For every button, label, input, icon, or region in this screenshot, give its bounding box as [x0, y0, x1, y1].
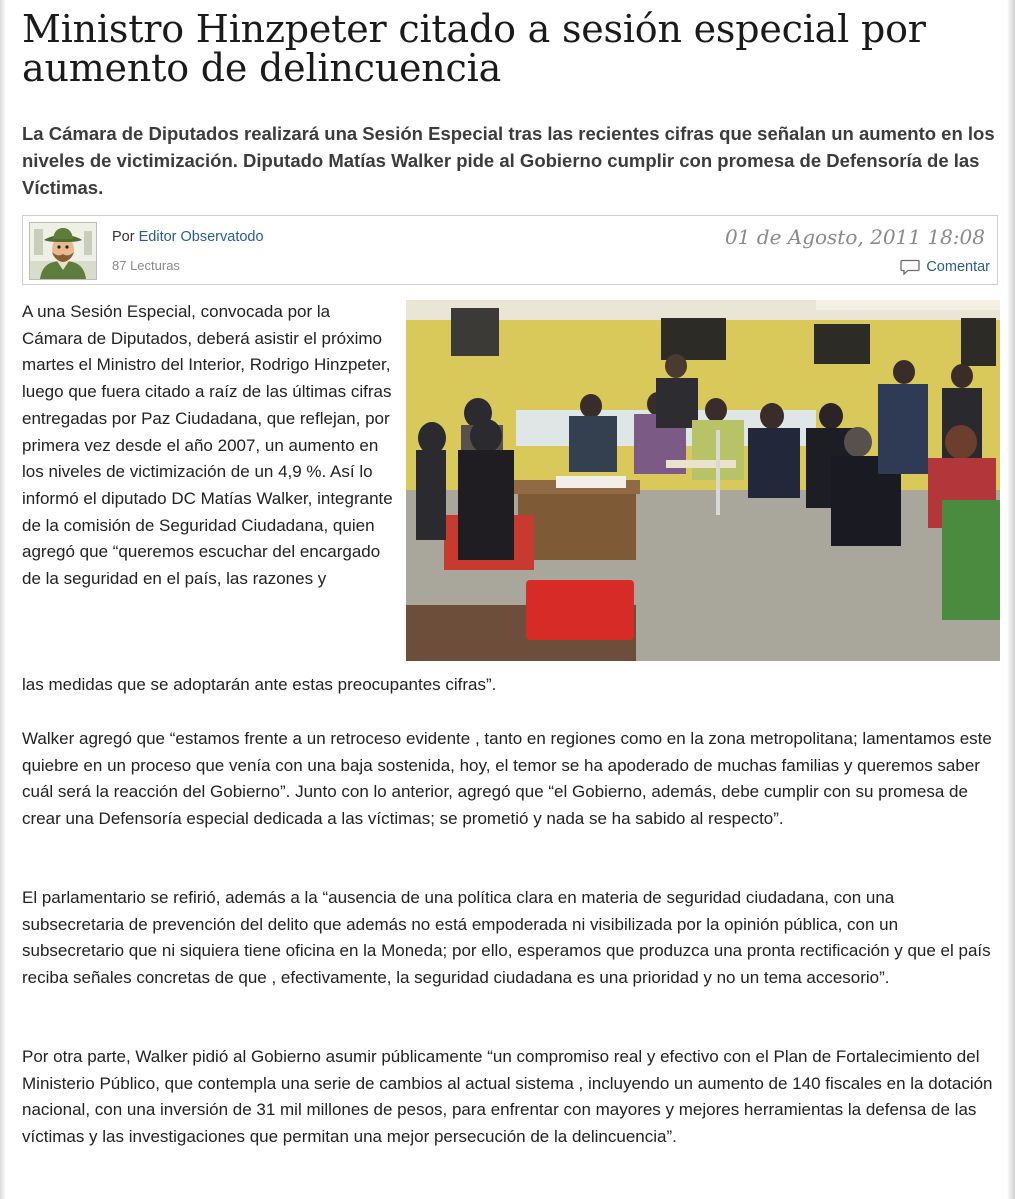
page-right-shadow [1007, 0, 1015, 1199]
meeting-scene-image [406, 300, 1000, 661]
read-count: 87 Lecturas [112, 258, 180, 273]
article-meta-box [22, 215, 998, 285]
publish-date: 01 de Agosto, 2011 18:08 [724, 225, 985, 249]
comment-label: Comentar [926, 259, 990, 275]
cartoon-avatar-icon [30, 223, 96, 279]
paragraph-3: El parlamentario se refirió, además a la “ausencia de una política clara en materia de seguridad ciudadana, con una subsecretaria de prevención del delito que además no está empoderada ni visibilizada por la opinión pública, con un subsecretario que ni siquiera tiene oficina en la Moneda; por ello, esperamos que produzca una pronta rectificación y que el país reciba señales concretas de que , efectivamente, la seguridad ciudadana es una prioridad y no un tema accesorio”. [22, 888, 991, 988]
article-title: Ministro Hinzpeter citado a sesión especial por aumento de delincuencia [22, 7, 926, 90]
page-left-shadow [0, 0, 6, 1199]
paragraph-1-tail: las medidas que se adoptarán ante estas preocupantes cifras”. [22, 675, 497, 694]
author-prefix: Por [112, 229, 135, 245]
comment-icon [900, 259, 920, 275]
paragraph-1: A una Sesión Especial, convocada por la Cámara de Diputados, deberá asistir el próximo martes el Ministro del Interior, Rodrigo Hinzpeter, luego que fuera citado a raíz de las últimas cifras entregadas por Paz Ciudadana, que reflejan, por primera vez desde el año 2007, un aumento en los niveles de victimización de un 4,9 %. Así lo informó el diputado DC Matías Walker, integrante de la comisión de Seguridad Ciudadana, quien agregó que “queremos escuchar del encargado de la seguridad en el país, las razones y [22, 302, 393, 589]
paragraph-2: Walker agregó que “estamos frente a un retroceso evidente , tanto en regiones como en la zona metropolitana; lamentamos este quiebre en un proceso que venía con una baja sostenida, hoy, el temor se ha apoderado de muchas familias y queremos saber cuál será la reacción del Gobierno”. Junto con lo anterior, agregó que “el Gobierno, además, debe cumplir con su promesa de crear una Defensoría especial dedicada a las víctimas; se prometió y nada se ha sabido al respecto”. [22, 729, 992, 829]
comment-button[interactable] [900, 259, 990, 275]
author-avatar[interactable] [29, 222, 97, 280]
meeting-photo [406, 300, 1000, 661]
author-line [112, 229, 264, 245]
article-lead: La Cámara de Diputados realizará una Sesión Especial tras las recientes cifras que señalan un aumento en los niveles de victimización. Diputado Matías Walker pide al Gobierno cumplir con promesa de Defensoría de las Víctimas. [22, 123, 995, 198]
paragraph-4: Por otra parte, Walker pidió al Gobierno asumir públicamente “un compromiso real y efectivo con el Plan de Fortalecimiento del Ministerio Público, que contempla una serie de cambios al actual sistema , incluyendo un aumento de 140 fiscales en la dotación nacional, con una inversión de 31 mil millones de pesos, para enfrentar con mayores y mejores herramientas la defensa de las víctimas y las investigaciones que permitan una mejor persecución de la delincuencia”. [22, 1047, 993, 1147]
author-link[interactable]: Editor Observatodo [138, 229, 264, 245]
